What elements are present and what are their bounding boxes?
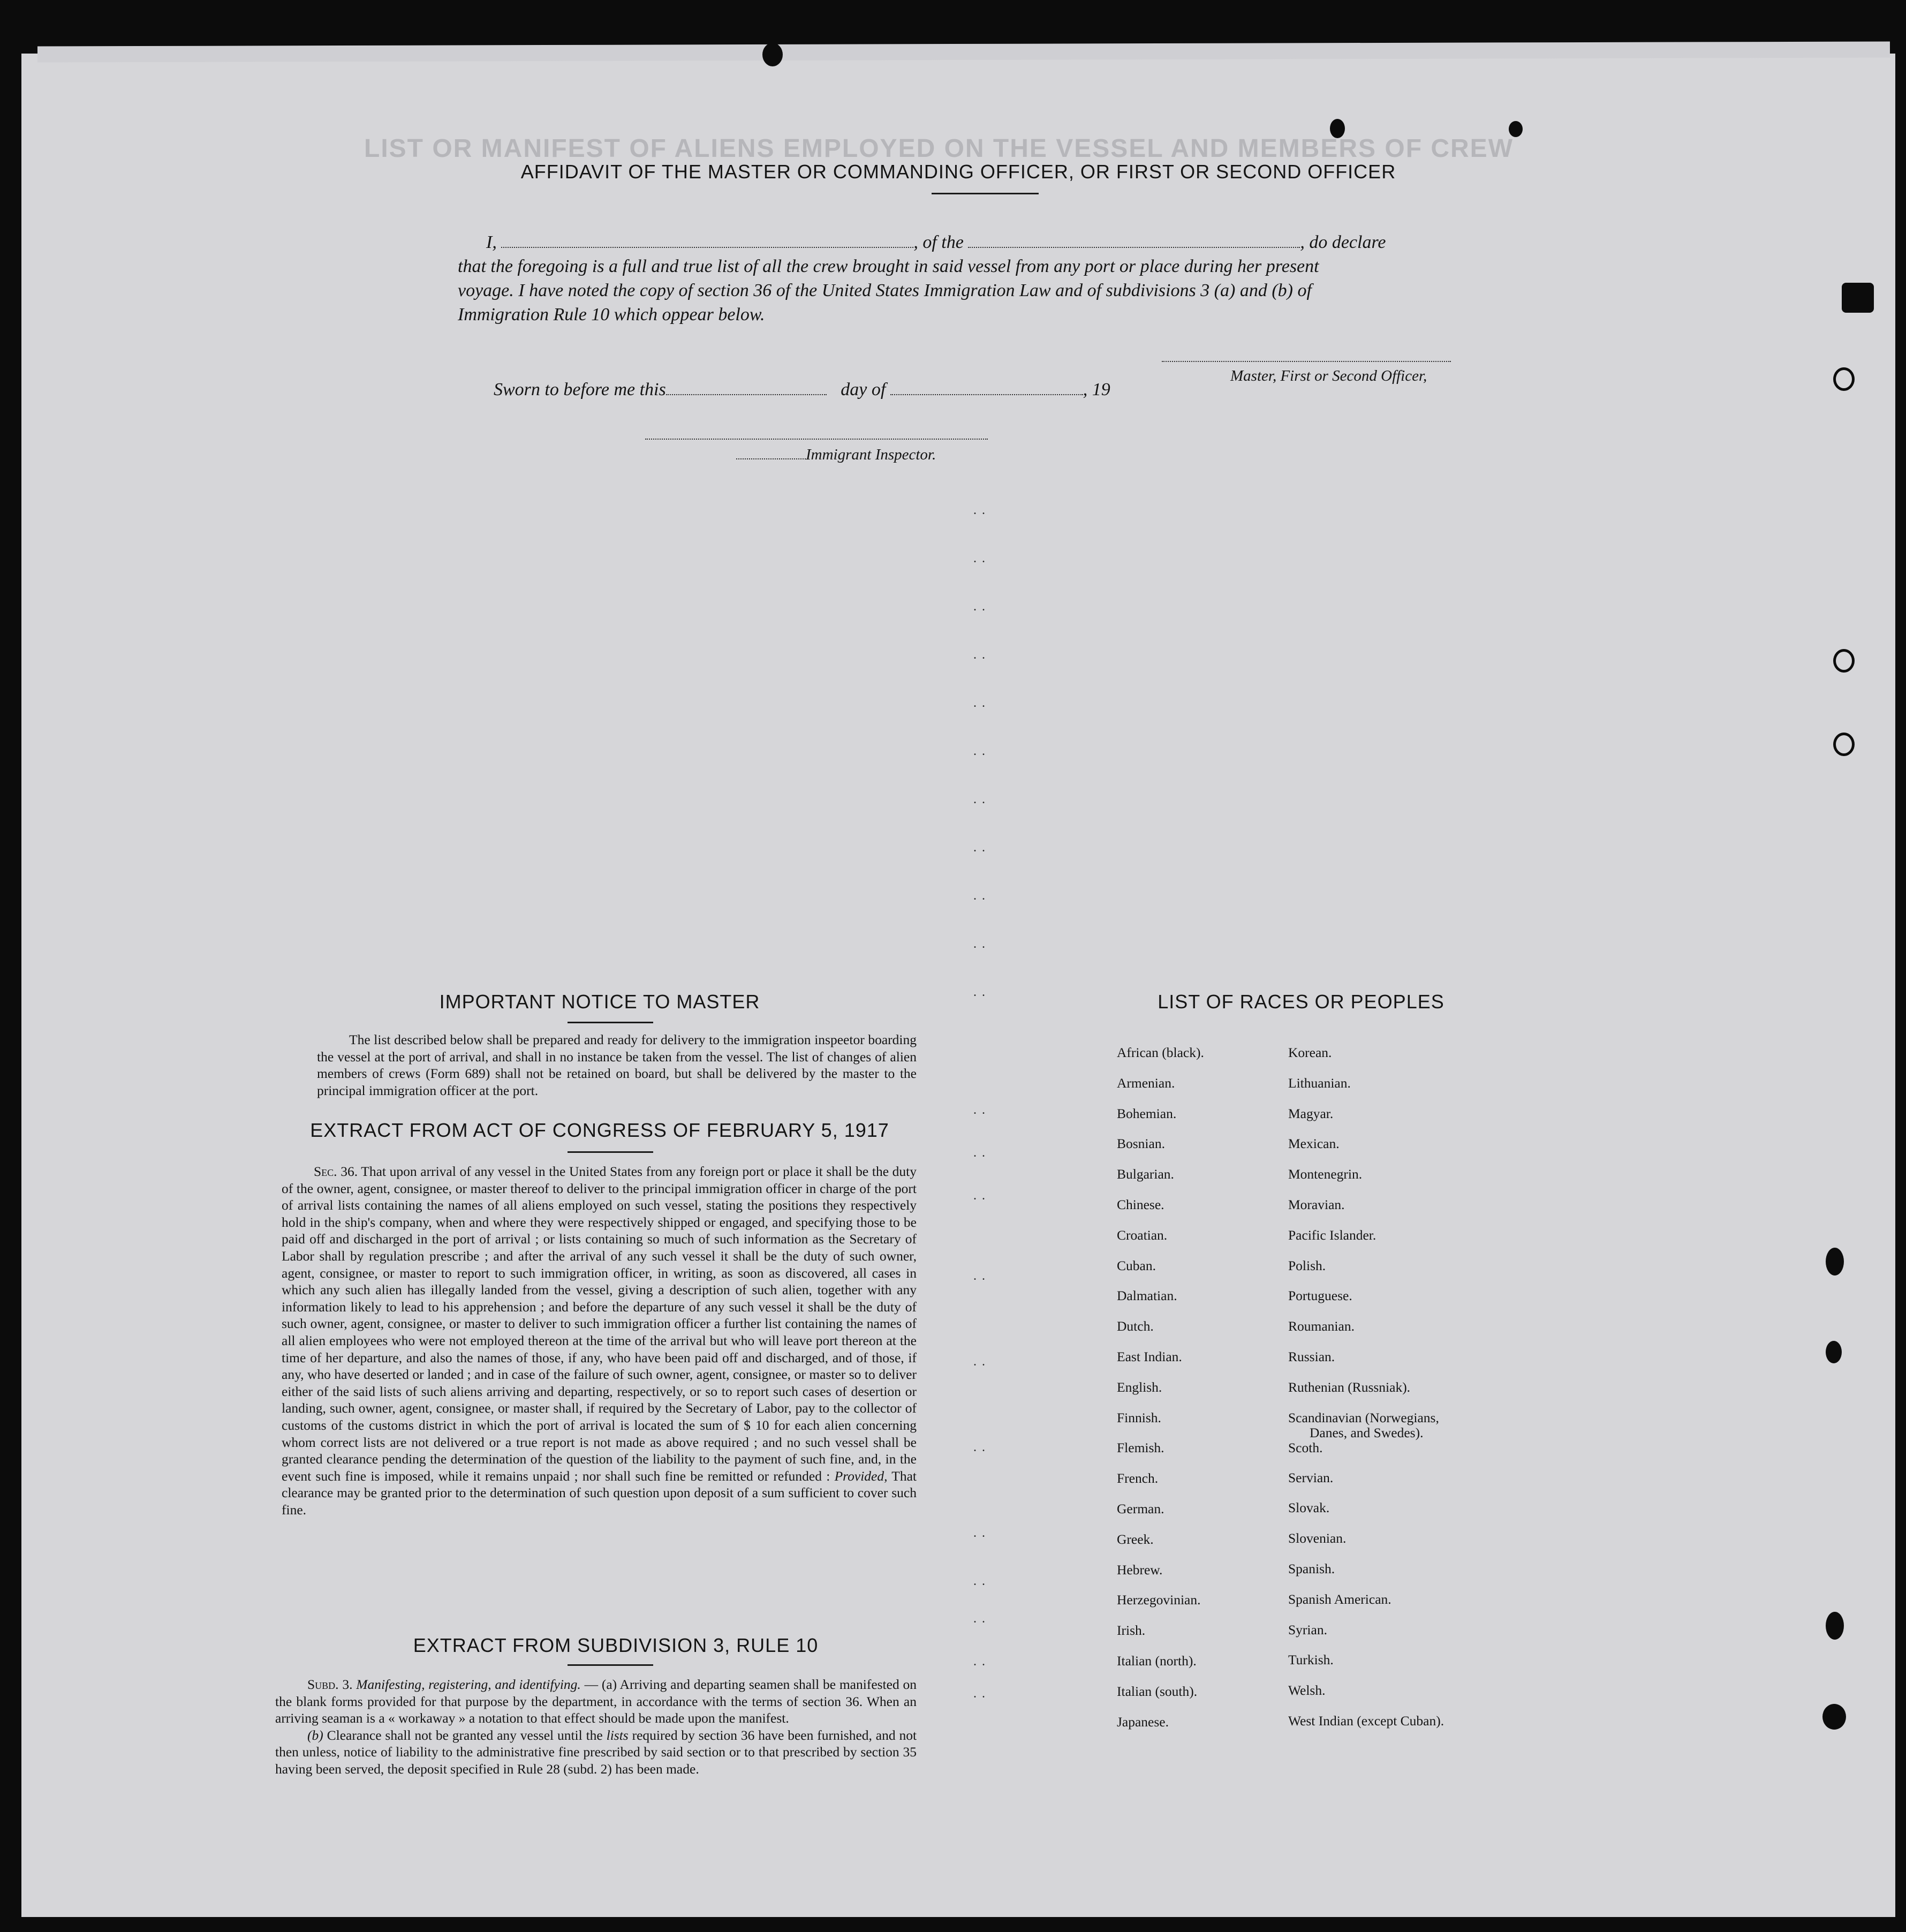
notice-rule (568, 1022, 653, 1023)
column-mark: .. (973, 1574, 990, 1588)
column-mark: .. (973, 1440, 990, 1454)
races-title: LIST OF RACES OR PEOPLES (1158, 991, 1444, 1013)
subd-a-paragraph (275, 1676, 917, 1727)
act-body (282, 1163, 917, 1518)
race-item: English. (1117, 1379, 1162, 1395)
day-of-label: day of (841, 380, 886, 399)
bleed-through-text: LIST OR MANIFEST OF ALIENS EMPLOYED ON THE VESSEL AND MEMBERS OF CREW (364, 134, 1514, 163)
race-item: Croatian. (1117, 1227, 1168, 1243)
race-item: Spanish American. (1288, 1591, 1391, 1607)
declaration-line-4: Immigration Rule 10 which oppear below. (458, 305, 765, 324)
column-mark: .. (973, 503, 990, 517)
race-item: Turkish. (1288, 1652, 1334, 1668)
column-mark: .. (973, 1655, 990, 1669)
notice-title: IMPORTANT NOTICE TO MASTER (439, 991, 760, 1013)
column-mark: .. (973, 552, 990, 565)
subd-label: Subd. 3. (307, 1677, 353, 1692)
master-signature-line[interactable] (1162, 353, 1451, 362)
b-text-2: required by section 36 have been furnished, and not then unless, notice of liability to the administrative fine prescribed by said section or to that prescribed by section 35 having been served, the deposit specified in Rule 28 (subd. 2) has been made. (275, 1727, 917, 1777)
sec-text-2: That clearance may be granted prior to the determination of such question upon deposit of a sum sufficient to cover such fine. (282, 1468, 917, 1518)
race-item: Cuban. (1117, 1257, 1156, 1273)
race-item: Ruthenian (Russniak). (1288, 1379, 1411, 1395)
binding-ring-icon (1833, 649, 1855, 673)
title-rule (932, 193, 1039, 194)
column-mark: .. (973, 600, 990, 614)
race-item: Flemish. (1117, 1440, 1164, 1456)
act-title: EXTRACT FROM ACT OF CONGRESS OF FEBRUARY 5, 1917 (310, 1119, 889, 1141)
race-item: Pacific Islander. (1288, 1227, 1376, 1243)
master-label: Master, First or Second Officer, (1230, 367, 1427, 384)
b-text-1: Clearance shall not be granted any vessel until the (327, 1727, 603, 1743)
section-36-paragraph (282, 1163, 917, 1518)
races-column-2 (1288, 1038, 1513, 1737)
race-item-continued: Danes, and Swedes). (1310, 1424, 1424, 1440)
race-item: Moravian. (1288, 1196, 1345, 1212)
punch-hole-icon (762, 43, 783, 66)
race-item: Armenian. (1117, 1075, 1175, 1091)
declaration-line-2: that the foregoing is a full and true list of all the crew brought in said vessel from any port or place during her present (458, 256, 1319, 276)
column-mark: .. (973, 648, 990, 662)
race-item: Hebrew. (1117, 1561, 1163, 1578)
race-item: Spanish. (1288, 1560, 1335, 1576)
rule-rule (568, 1664, 653, 1666)
rule-body (275, 1676, 917, 1778)
race-item: Italian (south). (1117, 1683, 1198, 1699)
column-mark: .. (973, 744, 990, 758)
name-field[interactable] (501, 247, 913, 248)
inspector-name-field[interactable] (736, 458, 806, 459)
column-mark: .. (973, 793, 990, 806)
race-item: Bohemian. (1117, 1105, 1177, 1121)
column-mark: .. (973, 937, 990, 951)
race-item: Magyar. (1288, 1105, 1334, 1121)
race-item: Finnish. (1117, 1409, 1161, 1425)
sworn-day-field[interactable] (666, 394, 827, 395)
subd-a-text: — (a) Arriving and departing seamen shall be manifested on the blank forms provided for that purpose by the department, in accordance with the terms of section 36. When an arriving seaman is a « workaway » a notation to that effect should be made upon the manifest. (275, 1677, 917, 1726)
punch-hole-icon (1826, 1612, 1844, 1640)
column-mark: .. (973, 1687, 990, 1701)
document-page (21, 54, 1895, 1917)
inspector-line (736, 443, 936, 467)
column-mark: .. (973, 1103, 990, 1117)
column-mark: .. (973, 841, 990, 855)
races-list (1117, 1038, 1513, 1737)
binding-ring-icon (1833, 367, 1855, 391)
race-item: Scandinavian (Norwegians, (1288, 1409, 1439, 1425)
i-label: I, (486, 232, 497, 252)
race-item: French. (1117, 1470, 1159, 1486)
race-item: Bosnian. (1117, 1136, 1165, 1152)
race-item: African (black). (1117, 1045, 1204, 1060)
race-item: Bulgarian. (1117, 1166, 1174, 1182)
binding-ring-icon (1833, 733, 1855, 756)
year-label: , 19 (1083, 380, 1110, 399)
sworn-label: Sworn to before me this (494, 380, 666, 399)
race-item: Italian (north). (1117, 1652, 1197, 1669)
sec-text-1: That upon arrival of any vessel in the United States from any foreign port or place it shall be the duty of the owner, agent, consignee, or master thereof to deliver to the principal immigration officer in charge of the port of arrival lists containing the names of all aliens employed on such vessel, stating the positions they respectively hold in the ship's company, when and where they were respectively shipped or engaged, and specifying those to be paid off and discharged in the port of arrival ; or lists containing so much of such information as the Secretary of Labor shall by regulation prescribe ; and after the arrival of any such vessel it shall be the duty of such owner, agent, consignee, or master to report to such immigration officer, in writing, as soon as discovered, all cases in which any such alien has illegally landed from the vessel, giving a description of such alien, together with any information likely to lead to his apprehension ; and before the departure of any such vessel it shall be the duty of such owner, agent, consignee, or master to deliver to such immigration officer a further list containing the names of all alien employees who were not employed thereon at the time of the arrival but who will leave port thereon at the time of her departure, and also the names of those, if any, who have been paid off and discharged, and of those, if any, who have deserted or landed ; and in case of the failure of such owner, agent, consignee, or master so to deliver either of the said lists of such aliens arriving and departing, respectively, or so to report such cases of desertion or landing, such owner, agent, consignee, or master shall, if required by the Secretary of Labor, pay to the collector of customs of the customs district in which the port of arrival is located the sum of $ 10 for each alien concerning whom correct lists are not delivered or a true report is not made as above required ; and no such vessel shall be granted clearance pending the determination of the question of the liability to the payment of such fine, and, in the event such fine is imposed, while it remains unpaid ; nor shall such fine be remitted or refunded : (282, 1164, 917, 1484)
punch-hole-icon (1826, 1248, 1844, 1276)
inspector-label: Immigrant Inspector. (806, 446, 936, 463)
column-mark: .. (973, 1355, 990, 1369)
notice-paragraph: The list described below shall be prepared and ready for delivery to the immigration inspeetor boarding the vessel at the port of arrival, and shall in no instance be taken from the vessel. The list of changes of alien members of crews (Form 689) shall not be retained on board, but shall be delivered by the master to the principal immigration officer at the port. (317, 1032, 917, 1098)
race-item: Dutch. (1117, 1318, 1154, 1334)
column-mark: .. (973, 889, 990, 903)
act-rule (568, 1151, 653, 1153)
races-column-1 (1117, 1038, 1288, 1737)
race-item: Korean. (1288, 1045, 1332, 1060)
do-declare-label: , do declare (1300, 232, 1386, 252)
column-mark: .. (973, 1146, 990, 1160)
column-mark: .. (973, 985, 990, 999)
column-mark: .. (973, 1269, 990, 1283)
sec-label: Sec. 36. (314, 1164, 358, 1179)
race-item: Japanese. (1117, 1714, 1169, 1730)
column-mark: .. (973, 696, 990, 710)
race-item: Welsh. (1288, 1682, 1326, 1699)
race-item: Roumanian. (1288, 1318, 1355, 1334)
column-mark: .. (973, 1526, 990, 1540)
race-item: Russian. (1288, 1348, 1335, 1364)
race-item: Slovenian. (1288, 1530, 1347, 1546)
race-item: Herzegovinian. (1117, 1592, 1201, 1608)
inspector-signature-line[interactable] (645, 431, 988, 440)
column-mark: .. (973, 1189, 990, 1203)
race-item: German. (1117, 1500, 1164, 1516)
race-item: Mexican. (1288, 1136, 1340, 1152)
punch-hole-icon (1822, 1704, 1846, 1730)
race-item: Portuguese. (1288, 1288, 1352, 1304)
column-mark: .. (973, 1612, 990, 1626)
race-item: Dalmatian. (1117, 1288, 1177, 1304)
b-label: (b) (307, 1727, 323, 1743)
declaration-line-3: voyage. I have noted the copy of section 36 of the United States Immigration Law and of subdivisions 3 (a) and (b) of (458, 281, 1312, 300)
race-item: Polish. (1288, 1257, 1326, 1273)
race-item: Syrian. (1288, 1621, 1327, 1637)
race-item: Servian. (1288, 1469, 1334, 1485)
lists-word: lists (606, 1727, 629, 1743)
race-item: Irish. (1117, 1622, 1146, 1639)
race-item: East Indian. (1117, 1348, 1182, 1364)
rule-title: EXTRACT FROM SUBDIVISION 3, RULE 10 (413, 1634, 819, 1656)
race-item: Slovak. (1288, 1500, 1330, 1516)
punch-hole-icon (1826, 1341, 1842, 1363)
provided-label: Provided, (834, 1468, 888, 1484)
notice-body (317, 1031, 917, 1099)
sworn-month-field[interactable] (890, 394, 1083, 395)
vessel-field[interactable] (968, 247, 1300, 248)
race-item: Greek. (1117, 1531, 1154, 1547)
declaration-line-1 (486, 230, 1525, 254)
race-item: West Indian (except Cuban). (1288, 1712, 1444, 1729)
affidavit-title: AFFIDAVIT OF THE MASTER OR COMMANDING OFFICER, OR FIRST OR SECOND OFFICER (520, 161, 1396, 183)
of-the-label: , of the (913, 232, 964, 252)
subd-title: Manifesting, registering, and identifying. (356, 1677, 581, 1692)
tab-mark-icon (1842, 283, 1874, 313)
subd-b-paragraph (275, 1727, 917, 1778)
race-item: Scoth. (1288, 1439, 1323, 1455)
race-item: Montenegrin. (1288, 1166, 1363, 1182)
race-item: Chinese. (1117, 1196, 1164, 1212)
race-item: Lithuanian. (1288, 1075, 1351, 1091)
sworn-line (494, 378, 1110, 402)
